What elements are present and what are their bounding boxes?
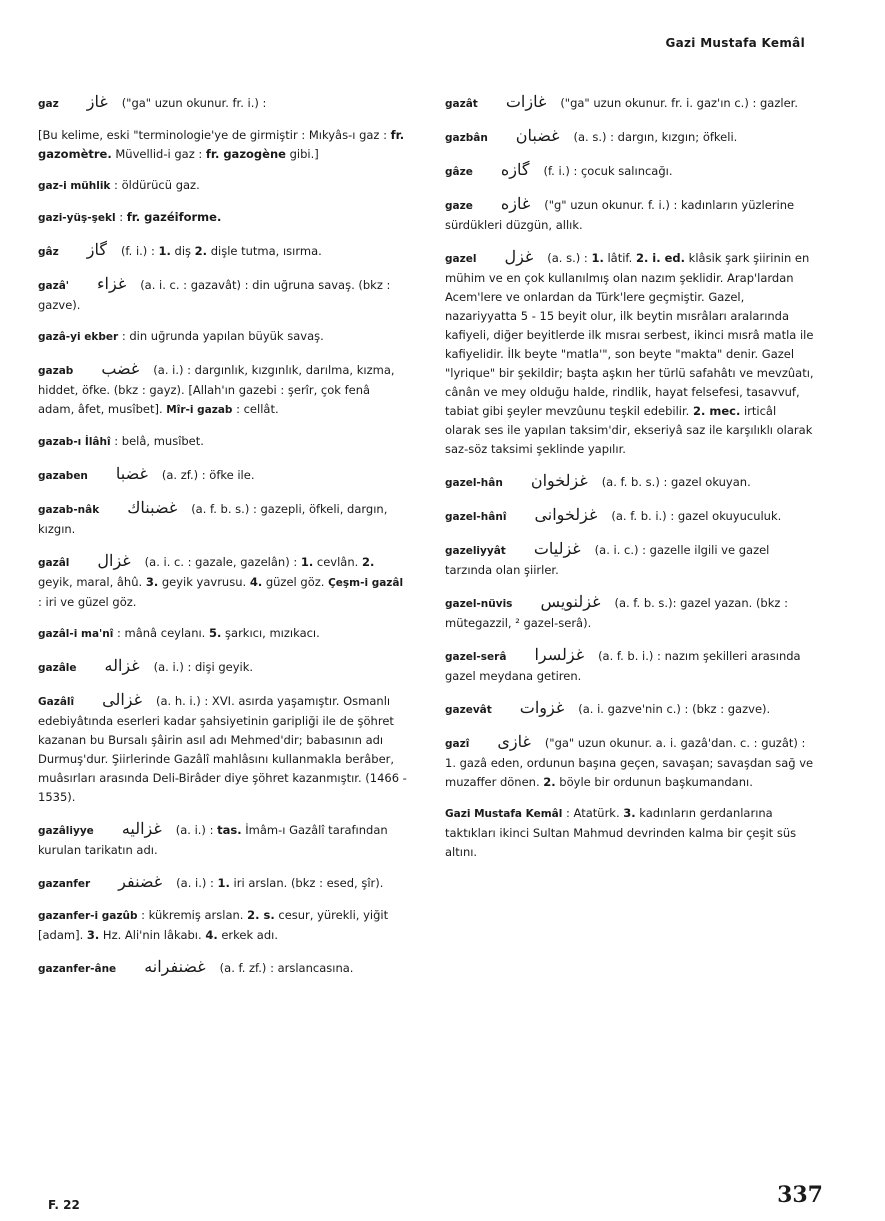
headword: gazî — [445, 738, 470, 750]
entry-text: irticâl olarak ses ile yapılan taksim'dir, ekseriyâ saz ile karşılıklı olarak saz-söz taksimi şeklinde yapılır. — [445, 404, 813, 456]
arabic-script: غزل — [504, 247, 534, 266]
dictionary-entry — [445, 645, 815, 686]
headword: gazab-nâk — [38, 504, 100, 516]
bold-marker: fr. gazomètre. — [38, 128, 405, 161]
entry-text: : kükremiş arslan. — [137, 908, 248, 922]
headword: Mîr-i gazab — [166, 404, 233, 416]
headword: gazanfer — [38, 878, 91, 890]
headword: gazaben — [38, 470, 88, 482]
dictionary-entry — [38, 498, 408, 539]
running-header: Gazi Mustafa Kemâl — [665, 36, 805, 50]
entry-text: Müvellid-i gaz : — [111, 147, 206, 161]
page-number: 337 — [777, 1182, 823, 1208]
entry-text: geyik, maral, âhû. — [38, 575, 146, 589]
arabic-script: غزاليه — [121, 819, 162, 838]
entry-text: gibi.] — [285, 147, 319, 161]
headword: gazab-ı İlâhî — [38, 436, 111, 448]
dictionary-entry — [445, 471, 815, 493]
arabic-script: غزاله — [104, 656, 140, 675]
arabic-script: غزلخوان — [530, 471, 588, 490]
entry-text: ("g" uzun okunur. f. i.) : kadınların yüzlerine sürdükleri düzgün, allık. — [445, 198, 795, 232]
entry-text: (a. s.) : dargın, kızgın; öfkeli. — [573, 130, 738, 144]
headword: gazel-serâ — [445, 651, 507, 663]
dictionary-entry — [38, 624, 408, 644]
entry-text: (a. f. zf.) : arslancasına. — [219, 961, 354, 975]
arabic-script: غضبناك — [127, 498, 178, 517]
bold-marker: 2. mec. — [692, 404, 741, 418]
entry-text: (f. i.) : — [120, 244, 159, 258]
bold-marker: fr. gazogène — [205, 147, 286, 161]
dictionary-entry — [445, 505, 815, 527]
bold-marker: 4. — [205, 928, 218, 942]
entry-text: İmâm-ı Gazâlî tarafından kurulan tarikatın adı. — [38, 823, 388, 857]
entry-text: (a. f. b. s.): gazel yazan. (bkz : mütegazzil, ² gazel-serâ). — [445, 596, 788, 630]
entry-text: : — [115, 210, 127, 224]
bold-marker: 2. — [543, 775, 556, 789]
dictionary-entry — [445, 92, 815, 114]
entry-text: böyle bir ordunun başkumandanı. — [555, 775, 753, 789]
headword: gazâle — [38, 662, 77, 674]
headword: gazab — [38, 365, 74, 377]
entry-text: klâsik şark şiirinin en mühim ve en çok kullanılmış olan nazım şeklidir. Arap'lardan Acem'lere ve onlardan da Türk'lere geçmiştir. Gazel, nazariyyatta 5 - 15 beyit olur, ilk beytin mısrâları aralarında kafiyeli, diğer beyitlerde ilk mısraı serbest, ikinci mısrâ matla ile kafiyelidir. İlk beyte "matla'", son beyte "makta" denir. Gazel "lyrique" bir şekildir; başta aşkın her türlü safahâtı ve mevzûatı, cânân ve mey olduğu halde, rindlik, hayat felsefesi, tasavvuf, tabiat gibi şeyler mevzûunu teşkil edebilir. — [445, 251, 814, 418]
dictionary-entry — [38, 957, 408, 979]
arabic-script: غازى — [497, 732, 531, 751]
headword: gaz-i mühlik — [38, 180, 111, 192]
entry-text: : cellât. — [232, 402, 279, 416]
arabic-script: غازات — [505, 92, 547, 111]
entry-text: (a. f. b. s.) : gazepli, öfkeli, dargın, kızgın. — [38, 502, 388, 536]
arabic-script: غزال — [97, 551, 131, 570]
headword: gazâliyye — [38, 825, 94, 837]
bold-marker: tas. — [217, 823, 242, 837]
arabic-script: غزوات — [519, 698, 565, 717]
dictionary-entry — [38, 906, 408, 945]
dictionary-entry — [445, 160, 815, 182]
bold-marker: 1. — [217, 876, 230, 890]
entry-text: : iri ve güzel göz. — [38, 595, 137, 609]
bold-marker: 3. — [623, 806, 636, 820]
dictionary-entry — [38, 240, 408, 262]
dictionary-entry — [445, 732, 815, 792]
left-column — [38, 92, 408, 991]
bold-marker: 2. — [361, 555, 375, 569]
dictionary-entry — [445, 126, 815, 148]
arabic-script: غزلنويس — [540, 592, 601, 611]
entry-text: : Atatürk. — [562, 806, 624, 820]
headword: gazel-hânî — [445, 511, 507, 523]
dictionary-entry — [38, 819, 408, 860]
bold-marker: 4. — [249, 575, 263, 589]
arabic-script: غضبان — [515, 126, 560, 145]
headword: gazanfer-i gazûb — [38, 910, 138, 922]
headword: gazevât — [445, 704, 492, 716]
entry-text: (a. f. b. i.) : gazel okuyuculuk. — [611, 509, 782, 523]
right-column — [445, 92, 815, 874]
headword: gazbân — [445, 132, 488, 144]
headword: gâze — [445, 166, 473, 178]
entry-text: (a. i.) : — [176, 876, 218, 890]
entry-text: (f. i.) : çocuk salıncağı. — [543, 164, 673, 178]
arabic-script: غزلخوانى — [534, 505, 598, 524]
dictionary-entry — [38, 690, 408, 807]
bold-marker: 5. — [209, 626, 222, 640]
bold-marker: 3. — [86, 928, 100, 942]
dictionary-entry — [445, 592, 815, 633]
footer-signature: F. 22 — [48, 1198, 80, 1212]
entry-text: : öldürücü gaz. — [110, 178, 200, 192]
arabic-script: غزليات — [533, 539, 581, 558]
dictionary-entry — [445, 247, 815, 459]
headword: gazel-nüvis — [445, 598, 513, 610]
headword: gazeliyyât — [445, 545, 506, 557]
entry-text: : belâ, musîbet. — [110, 434, 204, 448]
arabic-script: غضبا — [115, 464, 148, 483]
entry-text: : mânâ ceylanı. — [113, 626, 209, 640]
arabic-script: گاز — [86, 240, 107, 259]
dictionary-entry — [445, 804, 815, 862]
dictionary-entry — [38, 359, 408, 420]
entry-text: erkek adı. — [217, 928, 278, 942]
headword: Çeşm-i gazâl — [328, 577, 404, 589]
bold-marker: 2. i. ed. — [635, 251, 686, 265]
entry-text: cevlân. — [313, 555, 362, 569]
entry-text: lâtif. — [603, 251, 636, 265]
entry-text: (a. zf.) : öfke ile. — [161, 468, 255, 482]
dictionary-entry — [445, 698, 815, 720]
headword: gazâ' — [38, 280, 70, 292]
entry-text: (a. s.) : — [547, 251, 592, 265]
entry-text: (a. i.) : dargınlık, kızgınlık, darılma, kızma, hiddet, öfke. (bkz : gayz). [Allah'ın gazebi : şerîr, çok fenâ adam, âfet, musîbet]. — [38, 363, 395, 416]
entry-text: (a. i. c. : gazavât) : din uğruna savaş. (bkz : gazve). — [38, 278, 391, 312]
arabic-script: غاز — [86, 92, 108, 111]
bold-marker: 1. — [591, 251, 604, 265]
dictionary-entry — [38, 432, 408, 452]
headword: gazanfer-âne — [38, 963, 117, 975]
entry-text: iri arslan. (bkz : esed, şîr). — [229, 876, 384, 890]
dictionary-entry — [38, 176, 408, 196]
dictionary-entry — [38, 208, 408, 228]
entry-text: diş — [170, 244, 195, 258]
arabic-script: غضنفر — [118, 872, 163, 891]
dictionary-entry — [38, 327, 408, 347]
entry-text: kadınların gerdanlarına taktıkları ikinci Sultan Mahmud devrinden kalma bir çeşit süs altını. — [445, 806, 797, 859]
arabic-script: غازه — [500, 194, 531, 213]
entry-text: geyik yavrusu. — [158, 575, 250, 589]
entry-text: [Bu kelime, eski "terminologie'ye de girmiştir : Mıkyâs-ı gaz : — [38, 128, 391, 142]
dictionary-entry — [38, 656, 408, 678]
entry-text: (a. h. i.) : XVI. asırda yaşamıştır. Osmanlı edebiyâtında eserleri kadar şahsiyetinin garipliği ile de şöhret kazanan bu Bursalı şâirin asıl adı Mehmed'dir; babasının adı Durmuş'dur. Şiirlerinde Gazâlî mahlâsını kullanmakla berâber, muâsırları arasında Deli-Birâder diye şöhret kazanmıştır. (1466 - 1535). — [38, 694, 407, 804]
headword: gazel — [445, 253, 477, 265]
headword: gazât — [445, 98, 478, 110]
dictionary-entry — [38, 551, 408, 612]
headword: gazâl — [38, 557, 70, 569]
entry-text: (a. f. b. s.) : gazel okuyan. — [601, 475, 751, 489]
arabic-script: غزلسرا — [534, 645, 585, 664]
arabic-script: گازه — [500, 160, 530, 179]
entry-text: ("ga" uzun okunur. fr. i.) : — [121, 96, 267, 110]
entry-text: güzel göz. — [262, 575, 329, 589]
entry-text: şarkıcı, mızıkacı. — [221, 626, 320, 640]
headword: gâz — [38, 246, 59, 258]
entry-text: (a. i. gazve'nin c.) : (bkz : gazve). — [578, 702, 771, 716]
dictionary-entry — [38, 126, 408, 164]
headword: Gazi Mustafa Kemâl — [445, 808, 563, 820]
bold-marker: 1. — [158, 244, 171, 258]
dictionary-entry — [38, 274, 408, 315]
entry-text: (a. f. b. i.) : nazım şekilleri arasında gazel meydana getiren. — [445, 649, 801, 683]
arabic-script: غضنفرانه — [144, 957, 206, 976]
entry-text: ("ga" uzun okunur. fr. i. gaz'ın c.) : gazler. — [560, 96, 798, 110]
headword: gazâ-yi ekber — [38, 331, 119, 343]
entry-text: (a. i.) : — [175, 823, 218, 837]
headword: gazel-hân — [445, 477, 503, 489]
bold-marker: 2. — [194, 244, 208, 258]
bold-marker: 2. s. — [247, 908, 275, 922]
entry-text: : din uğrunda yapılan büyük savaş. — [118, 329, 324, 343]
bold-marker: 3. — [145, 575, 159, 589]
headword: gaze — [445, 200, 473, 212]
entry-text: (a. i. c. : gazale, gazelân) : — [144, 555, 301, 569]
arabic-script: غزالى — [102, 690, 142, 709]
dictionary-entry — [38, 872, 408, 894]
entry-text: cesur, yürekli, yiğit [adam]. — [38, 908, 389, 942]
dictionary-entry — [38, 92, 408, 114]
headword: Gazâlî — [38, 696, 75, 708]
bold-marker: fr. gazéiforme. — [126, 210, 222, 224]
entry-text: Hz. Ali'nin lâkabı. — [99, 928, 206, 942]
dictionary-entry — [38, 464, 408, 486]
headword: gazâl-i ma'nî — [38, 628, 114, 640]
arabic-script: غضب — [101, 359, 140, 378]
bold-marker: 1. — [300, 555, 314, 569]
entry-text: ("ga" uzun okunur. a. i. gazâ'dan. c. : guzât) : 1. gazâ eden, ordunun başına geçen, savaşan; savaşdan sağ ve muzaffer dönen. — [445, 736, 814, 789]
entry-text: (a. i.) : dişi geyik. — [153, 660, 254, 674]
dictionary-entry — [445, 539, 815, 580]
dictionary-entry — [445, 194, 815, 235]
arabic-script: غزاء — [97, 274, 127, 293]
entry-text: (a. i. c.) : gazelle ilgili ve gazel tarzında olan şiirler. — [445, 543, 770, 577]
headword: gaz — [38, 98, 59, 110]
headword: gazi-yüş-şekl — [38, 212, 116, 224]
entry-text: dişle tutma, ısırma. — [207, 244, 322, 258]
